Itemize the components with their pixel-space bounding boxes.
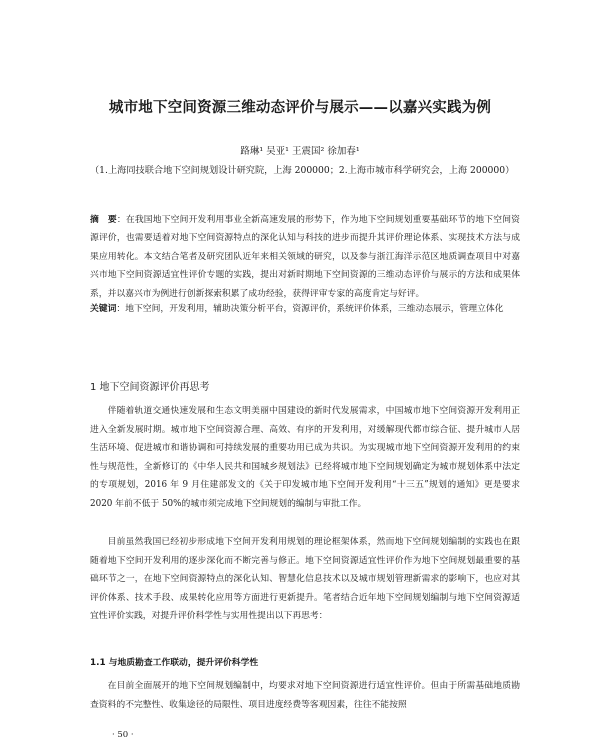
subsection-heading: 1.1 与地质勘查工作联动，提升评价科学性	[90, 658, 259, 668]
page-number: · 50 ·	[112, 730, 134, 740]
section-heading: 1 地下空间资源评价再思考	[90, 382, 210, 393]
article-affiliation: （1.上海同技联合地下空间规划设计研究院，上海 200000；2.上海市城市科学研究会，上海 200000）	[90, 165, 515, 176]
body-paragraph-1: 伴随着轨道交通快速发展和生态文明美丽中国建设的新时代发展需求，中国城市地下空间资源开发利用正进入全新发展时期。城市地下空间资源合理、高效、有序的开发利用，对缓解现代都市综合征、提升城市人居生活环境、促进城市和谐协调和可持续发展的重要功用已成为共识。为实现城市地下空间资源开发利用的约束性与规范性，全新修订的《中华人民共和国城乡规划法》已经将城市地下空间规划确定为城市规划体系中法定的专项规划，2016 年 9 月住建部发文的《关于印发城市地下空间开发利用“十三五”规划的通知》更是要求 2020 年前不低于 50%的城市须完成地下空间规划的编制与审批工作。	[90, 406, 520, 509]
article-authors: 路琳¹ 吴亚¹ 王震国² 徐加春¹	[240, 146, 360, 157]
article-title: 城市地下空间资源三维动态评价与展示——以嘉兴实践为例	[108, 100, 492, 116]
keywords-label: 关键词	[90, 304, 117, 314]
keywords-block	[90, 300, 520, 318]
abstract-text: ：在我国地下空间开发利用事业全新高速发展的形势下，作为地下空间规划重要基础环节的地下空间资源评价，也需要适着对地下空间资源特点的深化认知与科技的进步而提升其评价理论体系、实现技术方法与成果应用转化。本文结合笔者及研究团队近年来相关领域的研究，以及参与浙江海洋示范区地质调查项目中对嘉兴市地下空间资源适宜性评价专题的实践，提出对新时期地下空间资源的三维动态评价与展示的方法和成果体系，并以嘉兴市为例进行创新探索积累了成功经验，获得评审专家的高度肯定与好评。	[90, 215, 520, 299]
abstract-block	[90, 211, 520, 303]
body-paragraph-3: 在目前全面展开的地下空间规划编制中，均要求对地下空间资源进行适宜性评价。但由于所需基础地质勘查资料的不完整性、收集途径的局限性、项目进度经费等客观因素，往往不能按照	[90, 681, 520, 710]
keywords-text: ：地下空间，开发利用，辅助决策分析平台，资源评价，系统评价体系，三维动态展示，管理立体化	[116, 304, 504, 314]
abstract-label: 摘 要	[90, 215, 117, 225]
body-paragraph-2: 目前虽然我国已经初步形成地下空间开发利用规划的理论框架体系，然而地下空间规划编制的实践也在跟随着地下空间开发利用的逐步深化而不断完善与修正。地下空间资源适宜性评价作为地下空间规划最重要的基础环节之一，在地下空间资源特点的深化认知、智慧化信息技术以及城市规划管理新需求的影响下，也应对其评价体系、技术手段、成果转化应用等方面进行更新提升。笔者结合近年地下空间规划编制与地下空间资源适宜性评价实践，对提升评价科学性与实用性提出以下再思考：	[90, 537, 520, 622]
